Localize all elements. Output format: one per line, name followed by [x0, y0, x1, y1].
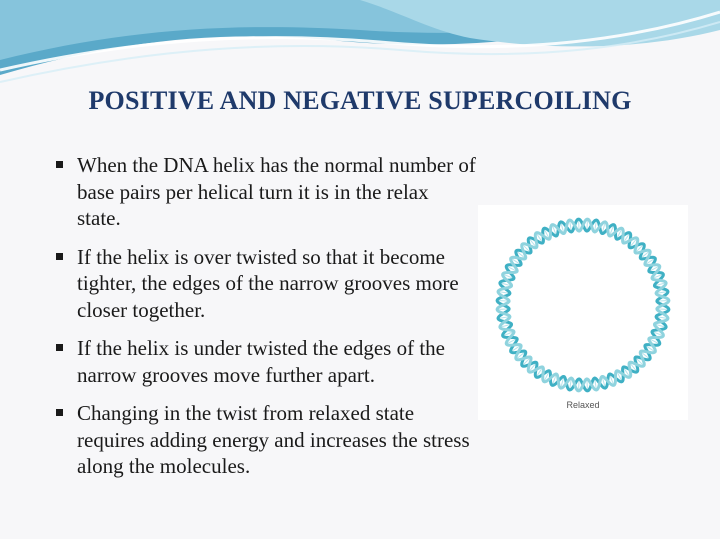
bullet-text: If the helix is over twisted so that it become tighter, the edges of the narrow grooves more closer together. — [77, 244, 459, 322]
bullet-item — [56, 244, 476, 324]
header-wave-decoration — [0, 0, 720, 90]
diagram-label: Relaxed — [566, 400, 600, 410]
circular-dna-helix — [478, 205, 688, 400]
square-bullet-icon — [56, 344, 63, 351]
bullet-text: Changing in the twist from relaxed state requires adding energy and increases the stress along the molecules. — [77, 401, 470, 478]
slide-title: POSITIVE AND NEGATIVE SUPERCOILING — [88, 86, 632, 115]
square-bullet-icon — [56, 409, 63, 416]
bullet-text: If the helix is under twisted the edges of the narrow grooves move further apart. — [77, 336, 445, 387]
bullet-item — [56, 335, 476, 388]
bullet-text: When the DNA helix has the normal number of base pairs per helical turn it is in the relax state. — [77, 153, 476, 230]
bullet-item — [56, 152, 476, 232]
relaxed-dna-diagram — [478, 205, 688, 420]
square-bullet-icon — [56, 161, 63, 168]
bullet-item — [56, 400, 476, 480]
square-bullet-icon — [56, 253, 63, 260]
bullet-list — [56, 152, 476, 492]
